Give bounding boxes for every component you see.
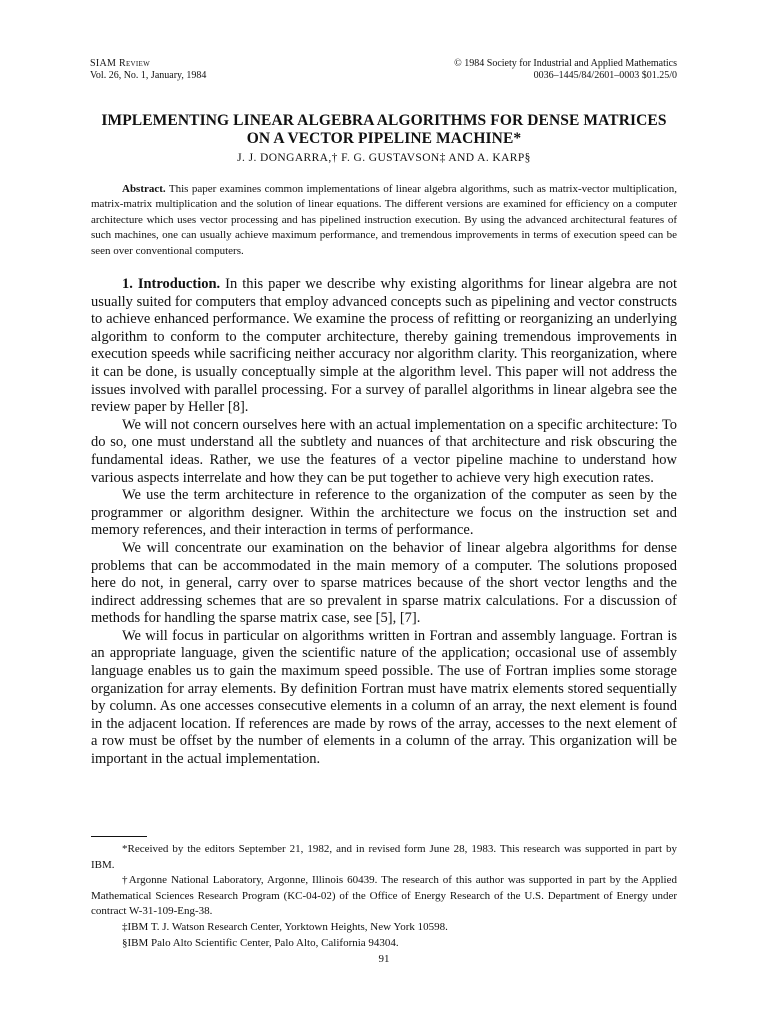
author-list: J. J. DONGARRA,† F. G. GUSTAVSON‡ AND A. KARP§ — [237, 152, 531, 164]
abstract — [91, 182, 677, 259]
paper-title — [80, 112, 688, 148]
page-number: 91 — [378, 953, 390, 965]
section-heading: 1. Introduction. — [122, 276, 221, 292]
footnote-received: *Received by the editors September 21, 1982, and in revised form June 28, 1983. This research was supported in part by IBM. — [91, 843, 677, 871]
footnote-argonne: †Argonne National Laboratory, Argonne, Illinois 60439. The research of this author was supported in part by the Applied Mathematical Sciences Research Program (KC-04-02) of the Office of Energy Research of the U.S. Department of Energy under contract W-31-109-Eng-38. — [91, 874, 677, 918]
journal-volume: Vol. 26, No. 1, January, 1984 — [90, 70, 207, 81]
main-body — [91, 276, 677, 769]
running-header-left — [90, 58, 206, 82]
abstract-label: Abstract. — [122, 183, 166, 195]
journal-name: SIAM Review — [90, 58, 151, 69]
footnote-ibm-watson: ‡IBM T. J. Watson Research Center, Yorktown Heights, New York 10598. — [122, 920, 448, 933]
footnote-ibm-palo-alto: §IBM Palo Alto Scientific Center, Palo Alto, California 94304. — [122, 936, 399, 949]
running-header-right — [454, 58, 677, 82]
paragraph-5: We will focus in particular on algorithms written in Fortran and assembly language. Fortran is an appropriate language, given the scientific nature of the application; occasional use of assembly language enables us to gain the maximum speed possible. The use of Fortran implies some storage organization for array elements. By definition Fortran must have matrix elements stored sequentially by column. As one accesses consecutive elements in a column of an array, the next element is found in the adjacent location. If references are made by rows of the array, accesses to the next element of a row must be offset by the number of elements in a column of the array. This organization will be important in the actual implementation. — [91, 627, 677, 768]
footnotes — [91, 842, 677, 951]
paragraph-1 — [91, 276, 677, 417]
paragraph-2: We will not concern ourselves here with an actual implementation on a specific architecture: To do so, one must understand all the subtlety and nuances of that architecture and risk obscuring the fundamental ideas. Rather, we use the features of a vector pipeline machine to understand how various aspects interrelate and how they can be put together to achieve very high execution rates. — [91, 416, 677, 486]
paragraph-1-text: In this paper we describe why existing algorithms for linear algebra are not usually suited for computers that employ advanced concepts such as pipelining and vector constructs to achieve enhanced performance. We examine the process of refitting or reorganizing an underlying algorithm to conform to the computer architecture, thereby gaining tremendous improvements in execution speeds while sacrificing neither accuracy nor algorithm clarity. This reorganization, where it can be done, is usually conceptually simple at the algorithm level. This paper will not address the issues involved with parallel processing. For a survey of parallel algorithms in linear algebra see the review paper by Heller [8]. — [91, 276, 677, 416]
title-line-1: IMPLEMENTING LINEAR ALGEBRA ALGORITHMS FOR DENSE MATRICES — [101, 112, 667, 129]
article-code: 0036–1445/84/2601–0003 $01.25/0 — [533, 70, 677, 81]
copyright-notice: © 1984 Society for Industrial and Applied Mathematics — [454, 58, 677, 69]
footnote-rule — [91, 836, 147, 837]
abstract-text: This paper examines common implementations of linear algebra algorithms, such as matrix-vector multiplication, matrix-matrix multiplication and the solution of linear equations. The different versions are examined for efficiency on a computer architecture which uses vector processing and has pipelined instruction execution. By using the advanced architectural features of such machines, one can usually achieve maximum performance, and tremendous improvements in terms of execution speed can be seen over conventional computers. — [91, 183, 677, 257]
paragraph-3: We use the term architecture in reference to the organization of the computer as seen by the programmer or algorithm designer. Within the architecture we focus on the instruction set and memory references, and their interaction in terms of performance. — [91, 487, 677, 539]
title-line-2: ON A VECTOR PIPELINE MACHINE* — [246, 130, 522, 147]
paragraph-4: We will concentrate our examination on the behavior of linear algebra algorithms for dense problems that can be accommodated in the main memory of a computer. The solutions proposed here do not, in general, carry over to sparse matrices because of the short vector lengths and the indirect addressing schemes that are so prevalent in sparse matrix calculations. For a discussion of methods for handling the sparse matrix case, see [5], [7]. — [91, 539, 677, 627]
